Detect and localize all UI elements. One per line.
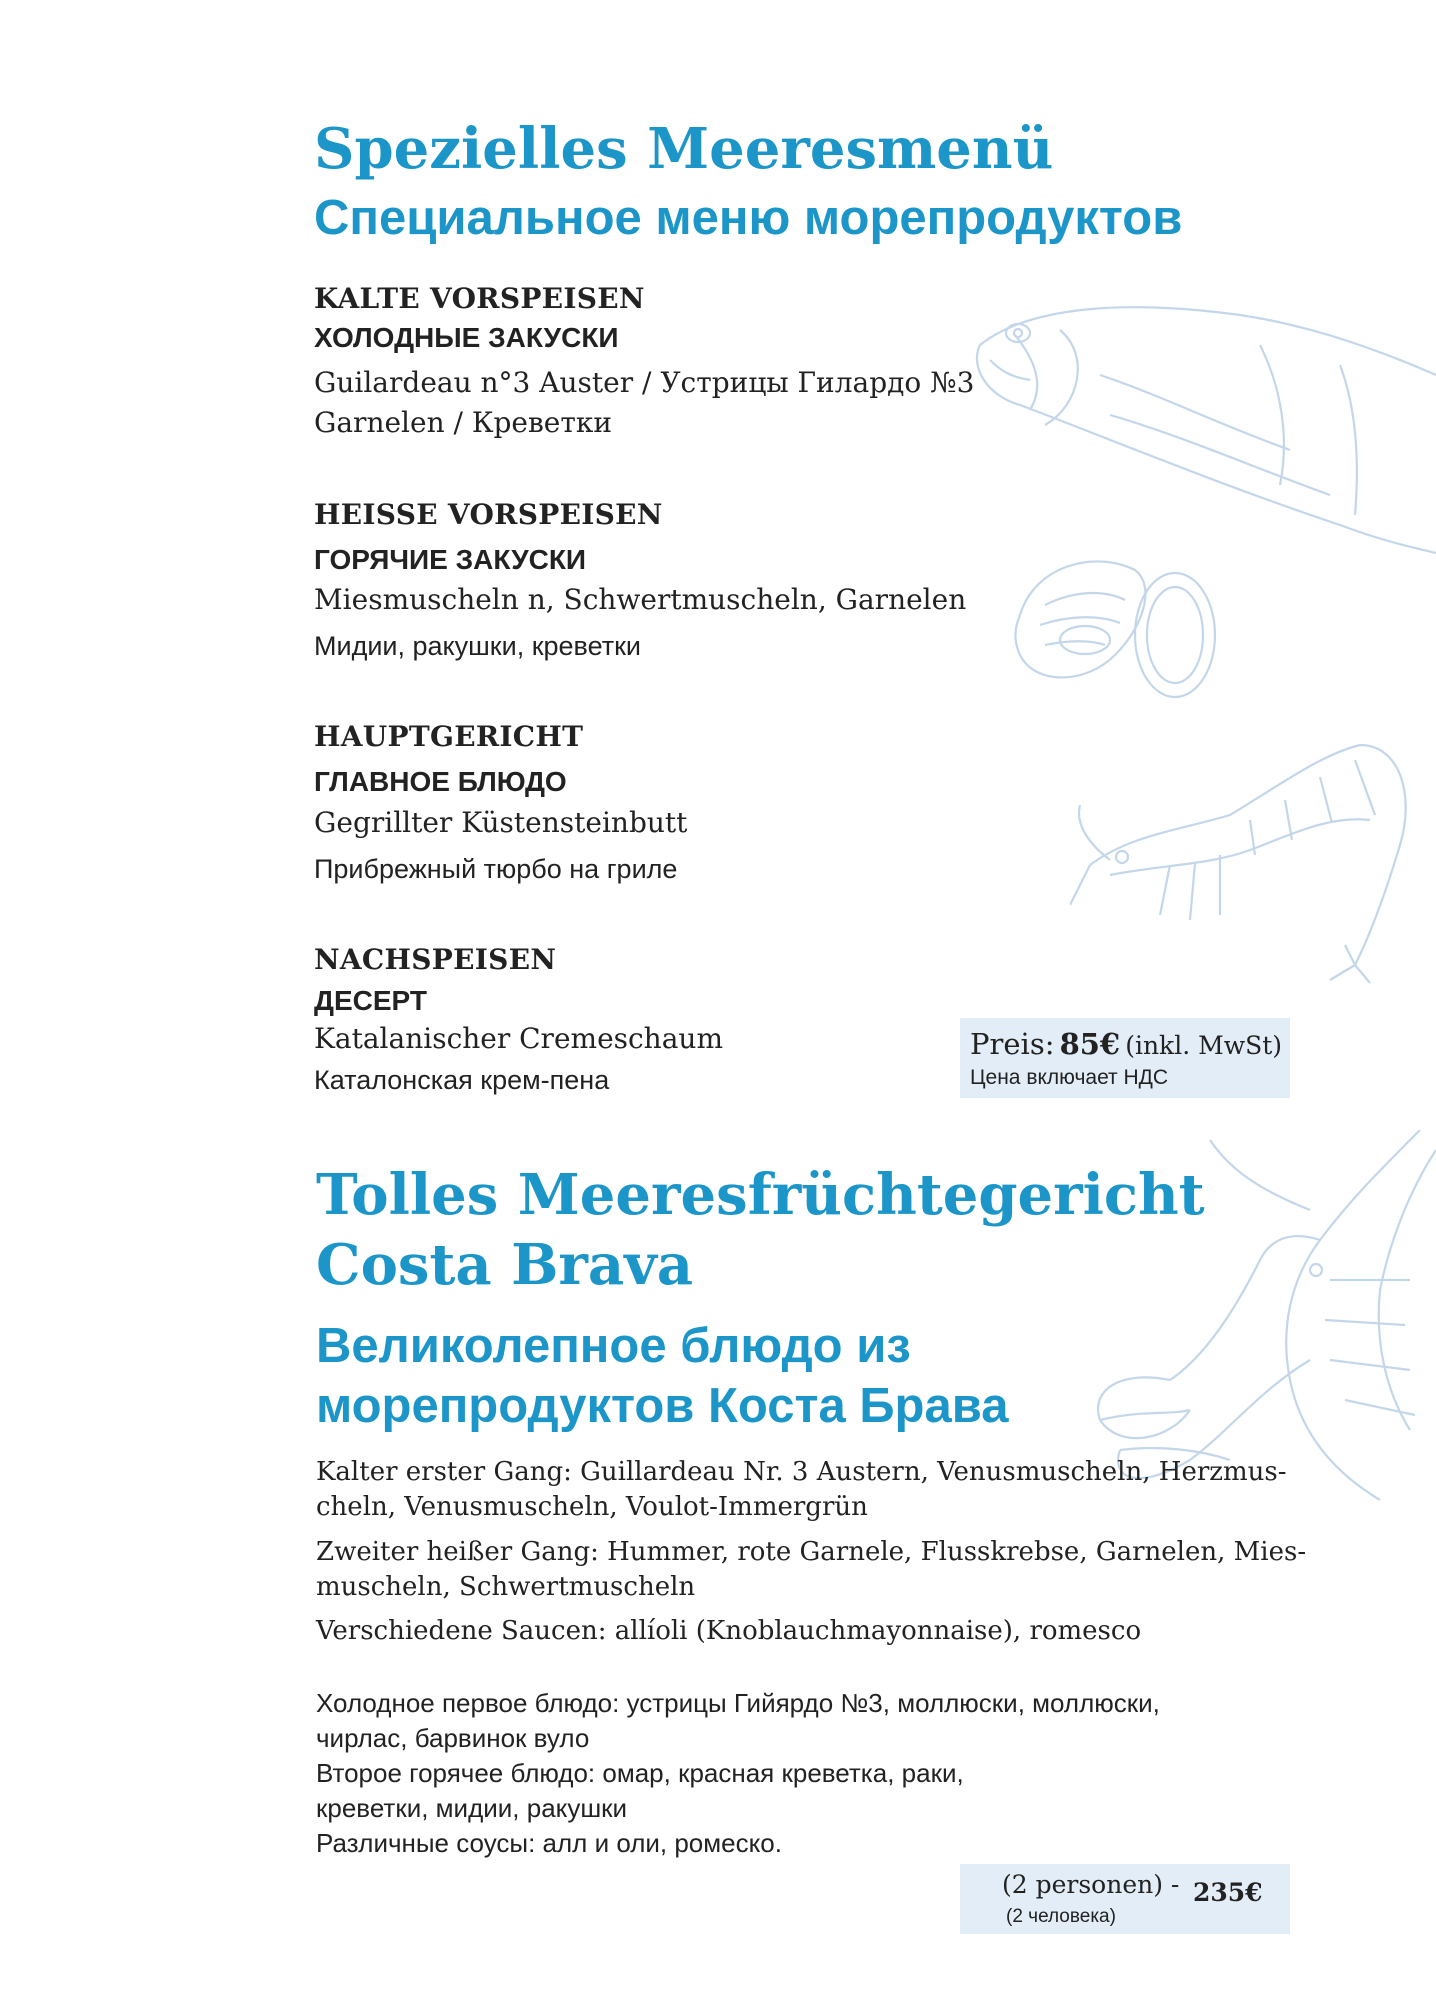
price-amount-2: 235€	[1193, 1878, 1263, 1907]
menu-item: Мидии, ракушки, креветки	[314, 631, 641, 661]
course-line: Холодное первое блюдо: устрицы Гийярдо №3, моллюски, моллюски,	[316, 1688, 1160, 1718]
course-line: Verschiedene Saucen: allíoli (Knoblauchmayonnaise), romesco	[316, 1616, 1142, 1646]
price-persons: (2 personen) -	[1002, 1870, 1180, 1899]
section-title-desserts: NACHSPEISEN	[314, 943, 557, 976]
menu-title-ru: Специальное меню морепродуктов	[314, 191, 1183, 245]
course-description	[316, 1455, 1286, 1525]
dish-title-ru-line2: морепродуктов Коста Брава	[316, 1379, 1009, 1433]
course-description	[316, 1535, 1306, 1605]
section-title-main-course: HAUPTGERICHT	[314, 720, 584, 753]
section-title-hot-starters-ru: ГОРЯЧИЕ ЗАКУСКИ	[314, 544, 587, 575]
course-line: muscheln, Schwertmuscheln	[316, 1572, 696, 1602]
price-note: (inkl. MwSt)	[1125, 1031, 1283, 1060]
course-line: cheln, Venusmuscheln, Voulot-Immergrün	[316, 1492, 868, 1522]
course-line: Zweiter heißer Gang: Hummer, rote Garnele, Flusskrebse, Garnelen, Mies-	[316, 1537, 1307, 1567]
course-line: креветки, мидии, ракушки	[316, 1793, 628, 1823]
course-line: Kalter erster Gang: Guillardeau Nr. 3 Austern, Venusmuscheln, Herzmus-	[316, 1457, 1287, 1487]
menu-item: Прибрежный тюрбо на гриле	[314, 854, 678, 884]
price-box	[960, 1018, 1290, 1098]
shrimp-illustration	[1070, 715, 1420, 985]
section-title-cold-starters-ru: ХОЛОДНЫЕ ЗАКУСКИ	[314, 322, 619, 353]
menu-item: Каталонская крем-пена	[314, 1065, 610, 1095]
course-description	[316, 1614, 1141, 1649]
price-label: Preis:	[970, 1027, 1055, 1061]
dish-title-line2: Costa Brava	[316, 1232, 694, 1298]
price-amount: 85€	[1059, 1027, 1121, 1061]
price-box-2	[960, 1864, 1290, 1934]
section-title-cold-starters: KALTE VORSPEISEN	[314, 282, 645, 315]
menu-item: Garnelen / Креветки	[314, 406, 612, 439]
course-line: Второе горячее блюдо: омар, красная креветка, раки,	[316, 1758, 964, 1788]
menu-item: Guilardeau n°3 Auster / Устрицы Гилардо №3	[314, 366, 975, 399]
menu-item: Katalanischer Cremeschaum	[314, 1022, 723, 1055]
dish-title-ru: Великолепное блюдо из	[316, 1319, 911, 1373]
course-description-ru	[316, 1686, 1160, 1861]
section-title-main-course-ru: ГЛАВНОЕ БЛЮДО	[314, 766, 567, 797]
mussel-illustration	[1005, 545, 1220, 700]
menu-title: Spezielles Meeresmenü	[314, 116, 1054, 182]
menu-item: Miesmuscheln n, Schwertmuscheln, Garnelen	[314, 583, 967, 616]
course-line: Различные соусы: алл и оли, ромеско.	[316, 1828, 782, 1858]
section-title-desserts-ru: ДЕСЕРТ	[314, 985, 427, 1016]
price-note-ru: Цена включает НДС	[970, 1066, 1169, 1089]
dish-title: Tolles Meeresfrüchtegericht	[316, 1162, 1205, 1228]
menu-item: Gegrillter Küstensteinbutt	[314, 806, 688, 839]
price-persons-ru: (2 человека)	[1006, 1906, 1116, 1927]
course-line: чирлас, барвинок вуло	[316, 1723, 590, 1753]
section-title-hot-starters: HEISSE VORSPEISEN	[314, 498, 663, 531]
fish-illustration	[960, 285, 1436, 570]
